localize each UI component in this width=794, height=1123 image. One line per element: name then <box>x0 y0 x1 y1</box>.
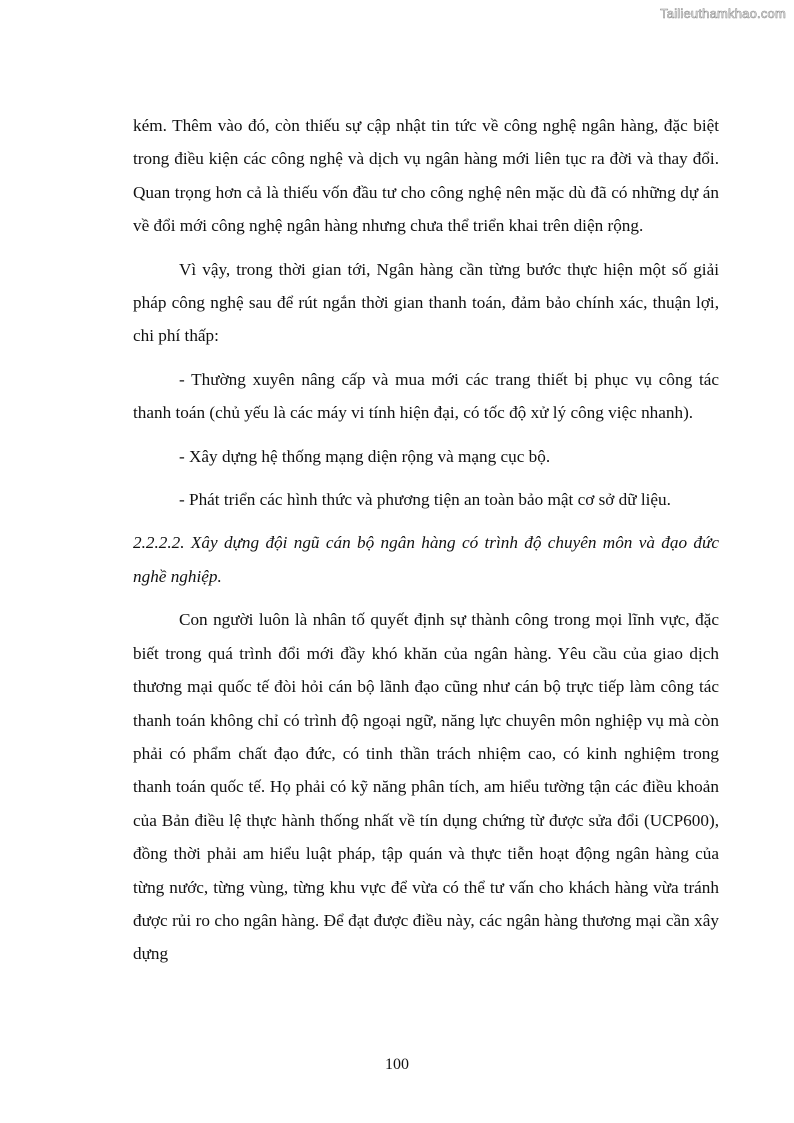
paragraph-continuation: kém. Thêm vào đó, còn thiếu sự cập nhật tin tức về công nghệ ngân hàng, đặc biệt trong điều kiện các công nghệ và dịch vụ ngân hàng mới liên tục ra đời và thay đổi. Quan trọng hơn cả là thiếu vốn đầu tư cho công nghệ nên mặc dù đã có những dự án về đổi mới công nghệ ngân hàng nhưng chưa thể triển khai trên diện rộng. <box>133 116 719 236</box>
page-number: 100 <box>385 1056 409 1073</box>
list-item-network: - Xây dựng hệ thống mạng diện rộng và mạng cục bộ. <box>179 446 551 466</box>
paragraph-human-factor: Con người luôn là nhân tố quyết định sự thành công trong mọi lĩnh vực, đặc biết trong quá trình đổi mới đầy khó khăn của ngân hàng. Yêu cầu của giao dịch thương mại quốc tế đòi hỏi cán bộ lãnh đạo cũng như cán bộ trực tiếp làm công tác thanh toán không chỉ có trình độ ngoại ngữ, năng lực chuyên môn nghiệp vụ mà còn phải có phẩm chất đạo đức, có tinh thần trách nhiệm cao, có kinh nghiệm trong thanh toán quốc tế. Họ phải có kỹ năng phân tích, am hiểu tường tận các điều khoản của Bản điều lệ thực hành thống nhất về tín dụng chứng từ được sửa đổi (UCP600), đồng thời phải am hiểu luật pháp, tập quán và thực tiễn hoạt động ngân hàng của từng nước, từng vùng, từng khu vực để vừa có thể tư vấn cho khách hàng vừa tránh được rủi ro cho ngân hàng. Để đạt được điều này, các ngân hàng thương mại cần xây dựng <box>133 610 719 964</box>
list-item-equipment: - Thường xuyên nâng cấp và mua mới các trang thiết bị phục vụ công tác thanh toán (chủ yếu là các máy vi tính hiện đại, có tốc độ xử lý công việc nhanh). <box>133 369 719 423</box>
watermark: Tailieuthamkhao.com <box>660 6 786 21</box>
list-item-security: - Phát triển các hình thức và phương tiện an toàn bảo mật cơ sở dữ liệu. <box>179 490 671 510</box>
section-heading: 2.2.2.2. Xây dựng đội ngũ cán bộ ngân hàng có trình độ chuyên môn và đạo đức nghề nghiệp. <box>133 533 719 586</box>
paragraph-solutions-intro: Vì vậy, trong thời gian tới, Ngân hàng cần từng bước thực hiện một số giải pháp công nghệ sau để rút ngắn thời gian thanh toán, đảm bảo chính xác, thuận lợi, chi phí thấp: <box>133 259 719 346</box>
page-body <box>133 109 719 971</box>
